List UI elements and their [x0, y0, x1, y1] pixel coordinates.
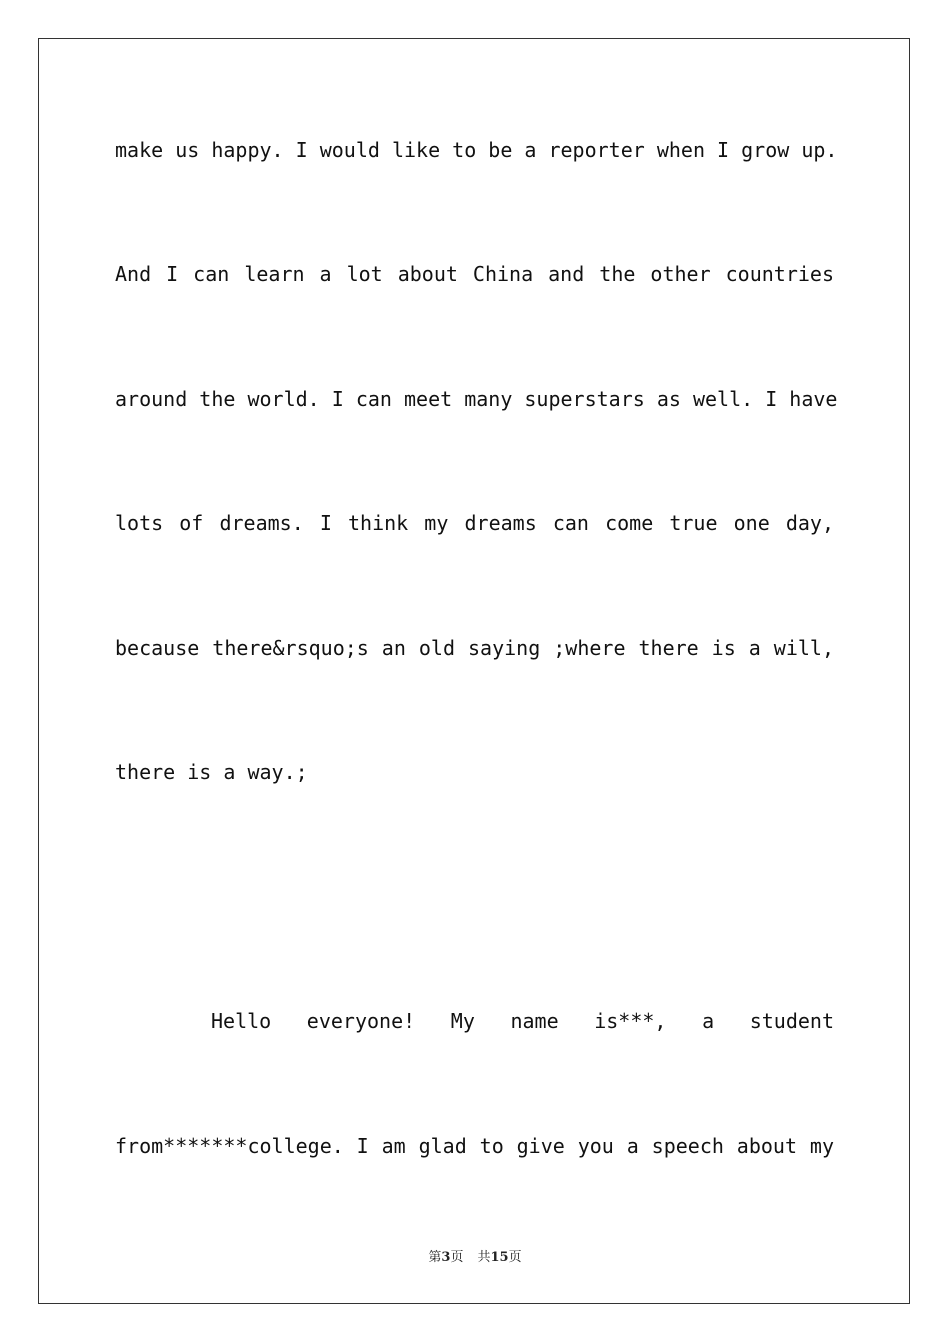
footer-total-suffix: 页 — [508, 1250, 522, 1265]
text-line: around the world. I can meet many superstars as well. I have — [115, 387, 838, 411]
text-line: make us happy. I would like to be a reporter when I grow up. — [115, 138, 838, 162]
text-line: from*******college. I am glad to give you a speech about my — [115, 1134, 834, 1158]
text-line: lots of dreams. I think my dreams can come true one day, — [115, 511, 834, 535]
paragraph-first-line: Hello everyone! My name is***, a student — [211, 1009, 834, 1033]
total-pages-number: 15 — [490, 1250, 509, 1265]
page-border — [38, 38, 910, 1304]
footer-total-prefix: 共 — [477, 1250, 491, 1265]
page-footer — [0, 1246, 950, 1265]
text-line: And I can learn a lot about China and the other countries — [115, 262, 834, 286]
text-line: there is a way.; — [115, 760, 308, 784]
footer-page-suffix: 页 — [450, 1250, 464, 1265]
footer-prefix: 第 — [428, 1250, 442, 1265]
text-line: because there&rsquo;s an old saying ;where there is a will, — [115, 636, 834, 660]
current-page-number: 3 — [441, 1250, 451, 1265]
